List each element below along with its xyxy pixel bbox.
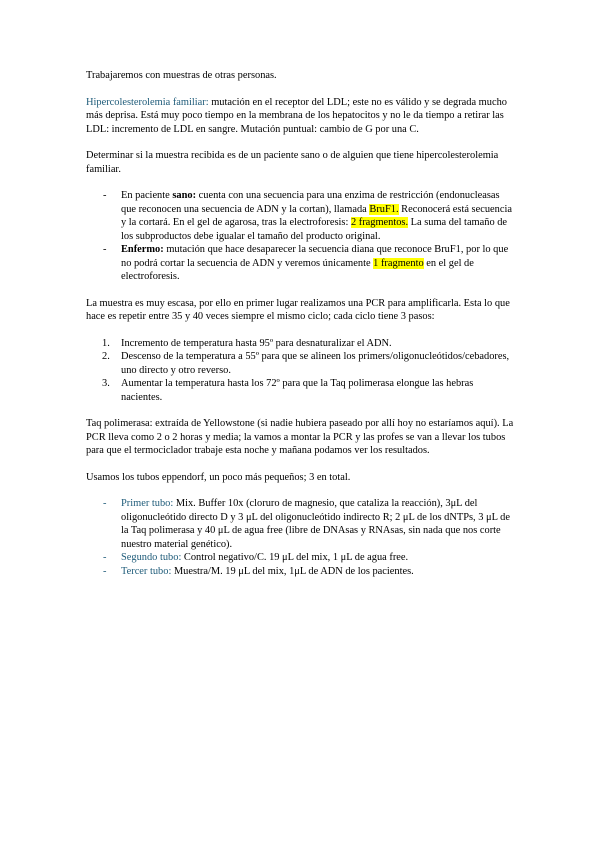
list-item	[86, 243, 517, 284]
list-marker: 3.	[102, 378, 110, 389]
list-marker: -	[103, 498, 107, 509]
item-text: Mix. Buffer 10x (cloruro de magnesio, que cataliza la reacción), 3μL del oligonucleótido directo D y 3 μL del oligonucleótido indirecto R; 2 μL de los dNTPs, 3 μL de la Taq polimerasa y 40 μL de agua free (libre de DNAsas y RNAsas, sin nada que nos corte nuestro material genético).	[121, 498, 510, 550]
item-text: cuenta con una secuencia para una enzima de restricción (endonucleasas que reconocen una secuencia de ADN y la cortan), llamada	[121, 190, 500, 215]
list-item	[86, 565, 517, 579]
item-text: En paciente	[121, 190, 173, 201]
list-marker: 1.	[102, 337, 110, 349]
tube-label: Primer tubo:	[121, 498, 174, 509]
definition-term: Hipercolesterolemia familiar:	[86, 96, 209, 108]
item-text: Incremento de temperatura hasta 95º para desnaturalizar el ADN.	[121, 337, 392, 349]
item-text: Reconocerá está secuencia y la cortará. En el gel de agarosa, tras la electroforesis:	[121, 203, 512, 228]
intro-paragraph: Trabajaremos con muestras de otras personas.	[86, 70, 277, 81]
list-item	[86, 350, 517, 377]
definition-text: mutación en el receptor del LDL; este no es válido y se degrada mucho más deprisa. Está muy poco tiempo en la membrana de los hepatocitos y no le da tiempo a retirar las LDL: incremento de LDL en sangre. Mutación puntual: cambio de G por una C.	[86, 96, 507, 135]
list-marker: -	[103, 552, 107, 563]
highlight-fragments: 2 fragmentos.	[350, 217, 409, 228]
tubes-paragraph: Usamos los tubos eppendorf, un poco más pequeños; 3 en total.	[86, 471, 351, 483]
item-text: Aumentar la temperatura hasta los 72º para que la Taq polimerasa elongue las hebras nacientes.	[121, 378, 474, 403]
list-item	[86, 497, 517, 551]
taq-paragraph: Taq polimerasa: extraída de Yellowstone (si nadie hubiera paseado por allí hoy no estaríamos aquí). La PCR lleva como 2 o 2 horas y media; la vamos a montar la PCR y las profes se van a llevar los tubos para que el termociclador trabaje esta noche y mañana podamos ver los resultados.	[86, 418, 514, 456]
highlight-enzyme: BruF1.	[369, 203, 399, 215]
highlight-fragment: 1 fragmento	[373, 257, 424, 269]
pcr-paragraph: La muestra es muy escasa, por ello en primer lugar realizamos una PCR para amplificarla. Esta lo que hace es repetir entre 35 y 40 veces siempre el mismo ciclo; cada ciclo tiene 3 pasos:	[86, 297, 510, 322]
item-text: Control negativo/C. 19 μL del mix, 1 μL de agua free.	[181, 552, 409, 563]
item-text: mutación que hace desaparecer la secuencia diana que reconoce BruF1, por lo que no podrá cortar la secuencia de ADN y veremos únicamente	[121, 244, 509, 269]
list-marker: -	[103, 244, 107, 255]
list-item	[86, 377, 517, 404]
item-bold-label: Enfermo:	[121, 244, 164, 255]
objective-paragraph: Determinar si la muestra recibida es de un paciente sano o de alguien que tiene hipercolesterolemia familiar.	[86, 150, 499, 175]
list-item	[86, 189, 517, 243]
tube-label: Tercer tubo:	[121, 565, 172, 577]
list-marker: -	[103, 565, 107, 577]
tube-label: Segundo tubo:	[121, 552, 182, 563]
item-text: La suma del tamaño de los subproductos debe igualar el tamaño del producto original.	[121, 217, 508, 242]
item-bold-label: sano:	[172, 190, 197, 201]
list-item	[86, 551, 517, 565]
list-marker: -	[103, 190, 107, 201]
tubes-list	[86, 497, 517, 578]
item-text: Descenso de la temperatura a 55º para que se alineen los primers/oligonucleótidos/cebadores, uno directo y otro reverso.	[121, 351, 510, 376]
item-text: Muestra/M. 19 μL del mix, 1μL de ADN de los pacientes.	[171, 565, 414, 577]
definition-paragraph	[86, 96, 517, 137]
list-marker: 2.	[102, 351, 110, 362]
item-text: en el gel de electroforesis.	[121, 257, 474, 282]
list-item	[86, 337, 517, 351]
diagnosis-list	[86, 189, 517, 284]
pcr-steps-list	[86, 337, 517, 405]
